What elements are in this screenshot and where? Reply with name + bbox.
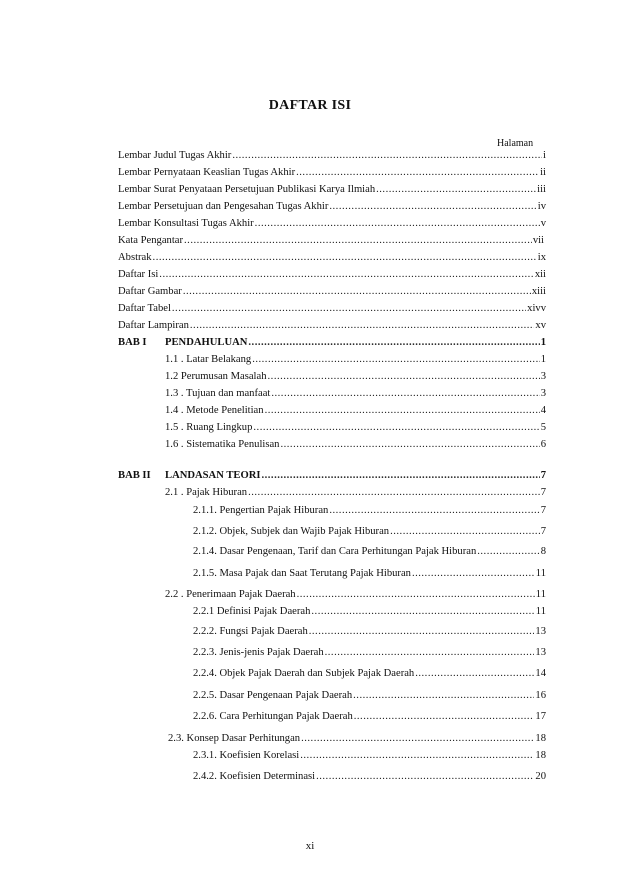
toc-entry-2-2-5[interactable] (193, 690, 546, 702)
toc-entry-daftar-isi[interactable] (118, 269, 546, 281)
toc-entry-1-6[interactable] (165, 439, 546, 451)
toc-entry-label: 2.4.2. Koefisien Determinasi (193, 771, 316, 782)
toc-entry-page: 8 (540, 546, 546, 557)
toc-dot-leader (268, 371, 540, 383)
toc-entry-page: xv (535, 320, 546, 331)
toc-entry-kata-pengantar[interactable] (118, 235, 544, 247)
toc-entry-page: 3 (540, 388, 546, 399)
toc-dot-leader (190, 320, 535, 332)
toc-entry-page: 13 (535, 647, 546, 658)
toc-entry-page: 18 (535, 750, 546, 761)
toc-entry-page: 18 (535, 733, 546, 744)
toc-dot-leader (172, 303, 526, 315)
toc-entry-label: 2.3.1. Koefisien Korelasi (193, 750, 300, 761)
toc-entry-2-1-1[interactable] (193, 505, 546, 517)
toc-entry-page: 20 (535, 771, 546, 782)
toc-dot-leader (248, 487, 540, 499)
toc-chapter-title: PENDAHULUAN (165, 337, 248, 348)
toc-entry-2-2-2[interactable] (193, 626, 546, 638)
toc-entry-1-3[interactable] (165, 388, 546, 400)
toc-entry-page: 13 (535, 626, 546, 637)
toc-dot-leader (232, 150, 542, 162)
toc-entry-label: 1.1 . Latar Belakang (165, 354, 252, 365)
toc-entry-label: 1.2 Perumusan Masalah (165, 371, 267, 382)
toc-entry-2-2-6[interactable] (193, 711, 546, 723)
toc-entry-page: 4 (540, 405, 546, 416)
toc-entry-page: ii (540, 167, 546, 178)
toc-dot-leader (159, 269, 534, 281)
toc-entry-page: 7 (540, 487, 546, 498)
toc-entry-label: 2.1.1. Pengertian Pajak Hiburan (193, 505, 329, 516)
toc-dot-leader (183, 286, 531, 298)
toc-entry-label: 1.3 . Tujuan dan manfaat (165, 388, 271, 399)
toc-chapter-number: BAB I (118, 337, 147, 348)
toc-entry-page: 11 (535, 589, 546, 600)
toc-entry-label: 1.6 . Sistematika Penulisan (165, 439, 280, 450)
toc-dot-leader (184, 235, 532, 247)
toc-dot-leader (297, 589, 535, 601)
toc-entry-lembar-pernyataan[interactable] (118, 167, 546, 179)
toc-entry-daftar-lampiran[interactable] (118, 320, 546, 332)
toc-entry-label: Daftar Gambar (118, 286, 182, 297)
toc-entry-label: Abstrak (118, 252, 152, 263)
toc-entry-page: 1 (540, 337, 546, 348)
toc-entry-page: 3 (540, 371, 546, 382)
toc-entry-page: v (540, 218, 546, 229)
toc-entry-1-1[interactable] (165, 354, 546, 366)
toc-dot-leader (271, 388, 539, 400)
toc-dot-leader (309, 626, 535, 638)
toc-entry-page: 11 (535, 606, 546, 617)
toc-entry-lembar-konsultasi[interactable] (118, 218, 546, 230)
toc-entry-label: 2.2.3. Jenis-jenis Pajak Daerah (193, 647, 324, 658)
toc-entry-page: 7 (540, 470, 546, 481)
toc-dot-leader (325, 647, 535, 659)
toc-dot-leader (253, 422, 539, 434)
toc-entry-label: 2.1.5. Masa Pajak dan Saat Terutang Pajak Hiburan (193, 568, 411, 579)
toc-entry-page: 7 (540, 526, 546, 537)
toc-entry-label: Lembar Konsultasi Tugas Akhir (118, 218, 254, 229)
toc-entry-2-3[interactable] (168, 733, 546, 745)
toc-entry-label: Lembar Persetujuan dan Pengesahan Tugas Akhir (118, 201, 329, 212)
toc-entry-1-4[interactable] (165, 405, 546, 417)
toc-entry-2-1-2[interactable] (193, 526, 546, 538)
toc-entry-label: 2.3. Konsep Dasar Perhitungan (168, 733, 301, 744)
toc-dot-leader (301, 733, 534, 745)
toc-entry-lembar-judul[interactable] (118, 150, 546, 162)
toc-dot-leader (376, 184, 536, 196)
toc-entry-page: xii (534, 269, 546, 280)
toc-entry-abstrak[interactable] (118, 252, 546, 264)
toc-entry-label: 2.2.5. Dasar Pengenaan Pajak Daerah (193, 690, 353, 701)
toc-entry-2-2-4[interactable] (193, 668, 546, 680)
toc-entry-page: iv (537, 201, 546, 212)
toc-entry-daftar-gambar[interactable] (118, 286, 546, 298)
toc-chapter-title: LANDASAN TEORI (165, 470, 261, 481)
toc-entry-2-3-1[interactable] (193, 750, 546, 762)
toc-entry-label: 2.1.4. Dasar Pengenaan, Tarif dan Cara Perhitungan Pajak Hiburan (193, 546, 477, 557)
toc-entry-label: Lembar Pernyataan Keaslian Tugas Akhir (118, 167, 296, 178)
toc-dot-leader (300, 750, 534, 762)
toc-entry-1-5[interactable] (165, 422, 546, 434)
toc-dot-leader (280, 439, 539, 451)
toc-entry-lembar-persetujuan[interactable] (118, 201, 546, 213)
toc-entry-page: 5 (540, 422, 546, 433)
toc-dot-leader (261, 470, 539, 482)
toc-dot-leader (265, 405, 540, 417)
toc-entry-page: 6 (540, 439, 546, 450)
toc-entry-label: Lembar Judul Tugas Akhir (118, 150, 232, 161)
toc-entry-page: 16 (535, 690, 546, 701)
toc-entry-2-2-3[interactable] (193, 647, 546, 659)
toc-entry-page: xivv (527, 303, 546, 314)
toc-entry-label: 2.2.4. Objek Pajak Daerah dan Subjek Pajak Daerah (193, 668, 415, 679)
toc-entry-label: 2.2 . Penerimaan Pajak Daerah (165, 589, 296, 600)
toc-dot-leader (252, 354, 540, 366)
toc-entry-label: Kata Pengantar (118, 235, 184, 246)
toc-dot-leader (477, 546, 539, 558)
toc-entry-bab-1[interactable] (118, 337, 546, 349)
toc-dot-leader (248, 337, 539, 349)
toc-entry-label: 2.1 . Pajak Hiburan (165, 487, 248, 498)
toc-entry-page: xiii (531, 286, 546, 297)
toc-entry-page: 17 (535, 711, 546, 722)
toc-entry-page: 7 (540, 505, 546, 516)
toc-entry-daftar-tabel[interactable] (118, 303, 546, 315)
toc-entry-2-4-2[interactable] (193, 771, 546, 783)
toc-entry-label: 2.2.1 Definisi Pajak Daerah (193, 606, 311, 617)
toc-entry-1-2[interactable] (165, 371, 546, 383)
toc-entry-label: Daftar Tabel (118, 303, 171, 314)
toc-entry-label: 2.2.2. Fungsi Pajak Daerah (193, 626, 308, 637)
toc-entry-page: iii (537, 184, 546, 195)
toc-dot-leader (311, 606, 534, 618)
page-number: xi (305, 840, 315, 852)
toc-entry-label: Lembar Surat Penyataan Persetujuan Publikasi Karya Ilmiah (118, 184, 376, 195)
toc-dot-leader (415, 668, 534, 680)
toc-dot-leader (329, 505, 539, 517)
page-title: DAFTAR ISI (268, 98, 352, 113)
toc-dot-leader (329, 201, 536, 213)
toc-entry-label: Daftar Lampiran (118, 320, 189, 331)
toc-dot-leader (353, 690, 534, 702)
toc-entry-2-1[interactable] (165, 487, 546, 499)
toc-entry-page: i (543, 150, 546, 161)
toc-dot-leader (390, 526, 540, 538)
toc-entry-label: 2.2.6. Cara Perhitungan Pajak Daerah (193, 711, 353, 722)
toc-chapter-number: BAB II (118, 470, 151, 481)
halaman-label: Halaman (497, 138, 534, 149)
toc-entry-page: ix (537, 252, 546, 263)
toc-entry-bab-2[interactable] (118, 470, 546, 482)
toc-dot-leader (412, 568, 535, 580)
toc-dot-leader (255, 218, 540, 230)
toc-entry-label: 1.5 . Ruang Lingkup (165, 422, 253, 433)
toc-entry-label: 2.1.2. Objek, Subjek dan Wajib Pajak Hiburan (193, 526, 390, 537)
toc-entry-page: 1 (540, 354, 546, 365)
toc-entry-2-1-5[interactable] (193, 568, 546, 580)
toc-entry-2-2[interactable] (165, 589, 546, 601)
toc-entry-lembar-surat[interactable] (118, 184, 546, 196)
toc-dot-leader (153, 252, 537, 264)
toc-entry-2-1-4[interactable] (193, 546, 546, 558)
toc-entry-page: 11 (535, 568, 546, 579)
toc-dot-leader (354, 711, 535, 723)
toc-entry-2-2-1[interactable] (193, 606, 546, 618)
toc-entry-label: 1.4 . Metode Penelitian (165, 405, 264, 416)
toc-entry-page: vii (532, 235, 544, 246)
toc-entry-page: 14 (535, 668, 546, 679)
toc-dot-leader (296, 167, 539, 179)
toc-entry-label: Daftar Isi (118, 269, 159, 280)
toc-dot-leader (316, 771, 534, 783)
